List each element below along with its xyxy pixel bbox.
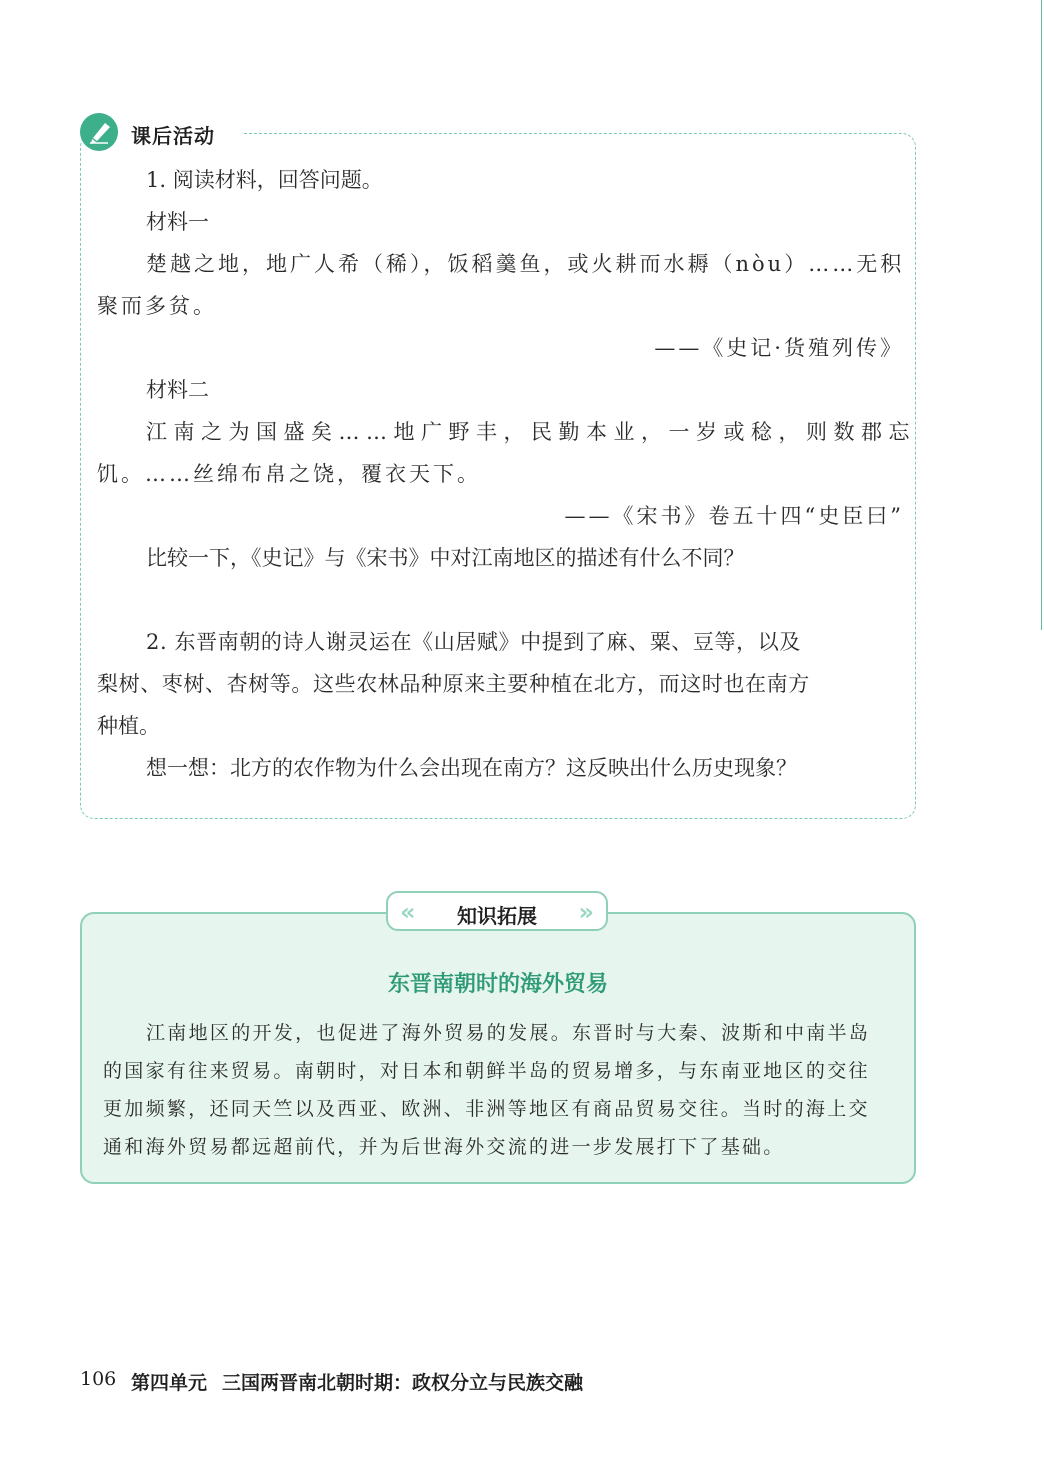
material2-label: 材料二: [146, 378, 209, 402]
q2-question: 想一想：北方的农作物为什么会出现在南方？这反映出什么历史现象？: [146, 756, 797, 780]
double-chevron-right-icon: »: [578, 898, 594, 926]
double-chevron-left-icon: «: [400, 898, 416, 926]
q2-line1: 2. 东晋南朝的诗人谢灵运在《山居赋》中提到了麻、粟、豆等，以及: [146, 630, 801, 654]
footer-unit-title: 三国两晋南北朝时期：政权分立与民族交融: [222, 1372, 584, 1394]
material1-line1: 楚越之地，地广人希（稀），饭稻羹鱼，或火耕而水耨（nòu）……无积: [146, 252, 905, 276]
q1-intro: 1. 阅读材料，回答问题。: [146, 168, 383, 192]
knowledge-heading: 东晋南朝时的海外贸易: [387, 971, 608, 997]
page-number: 106: [80, 1368, 117, 1390]
material2-line2: 饥。……丝绵布帛之饶，覆衣天下。: [97, 462, 481, 486]
knowledge-line3: 更加频繁，还同天竺以及西亚、欧洲、非洲等地区有商品贸易交往。当时的海上交: [103, 1098, 870, 1120]
material2-source: ——《宋书》卷五十四“史臣曰”: [564, 504, 904, 528]
knowledge-tab: [386, 891, 608, 931]
material1-line2: 聚而多贫。: [97, 294, 217, 318]
material2-line1: 江南之为国盛矣……地广野丰，民勤本业，一岁或稔，则数郡忘: [146, 420, 916, 444]
q2-line2: 梨树、枣树、杏树等。这些农林品种原来主要种植在北方，而这时也在南方: [97, 672, 810, 696]
q1-question: 比较一下，《史记》与《宋书》中对江南地区的描述有什么不同？: [146, 546, 745, 570]
knowledge-line4: 通和海外贸易都远超前代，并为后世海外交流的进一步发展打下了基础。: [103, 1136, 785, 1158]
knowledge-line2: 的国家有往来贸易。南朝时，对日本和朝鲜半岛的贸易增多，与东南亚地区的交往: [103, 1060, 870, 1082]
knowledge-tab-label: 知识拓展: [457, 904, 537, 928]
activity-title: 课后活动: [131, 124, 215, 148]
q2-line3: 种植。: [97, 714, 160, 738]
pen-icon: [80, 113, 118, 151]
material1-label: 材料一: [146, 210, 209, 234]
material1-source: ——《史记·货殖列传》: [654, 336, 904, 360]
footer-unit: 第四单元: [131, 1372, 208, 1394]
page-edge-line: [1041, 0, 1042, 630]
knowledge-line1: 江南地区的开发，也促进了海外贸易的发展。东晋时与大秦、波斯和中南半岛: [146, 1022, 871, 1044]
